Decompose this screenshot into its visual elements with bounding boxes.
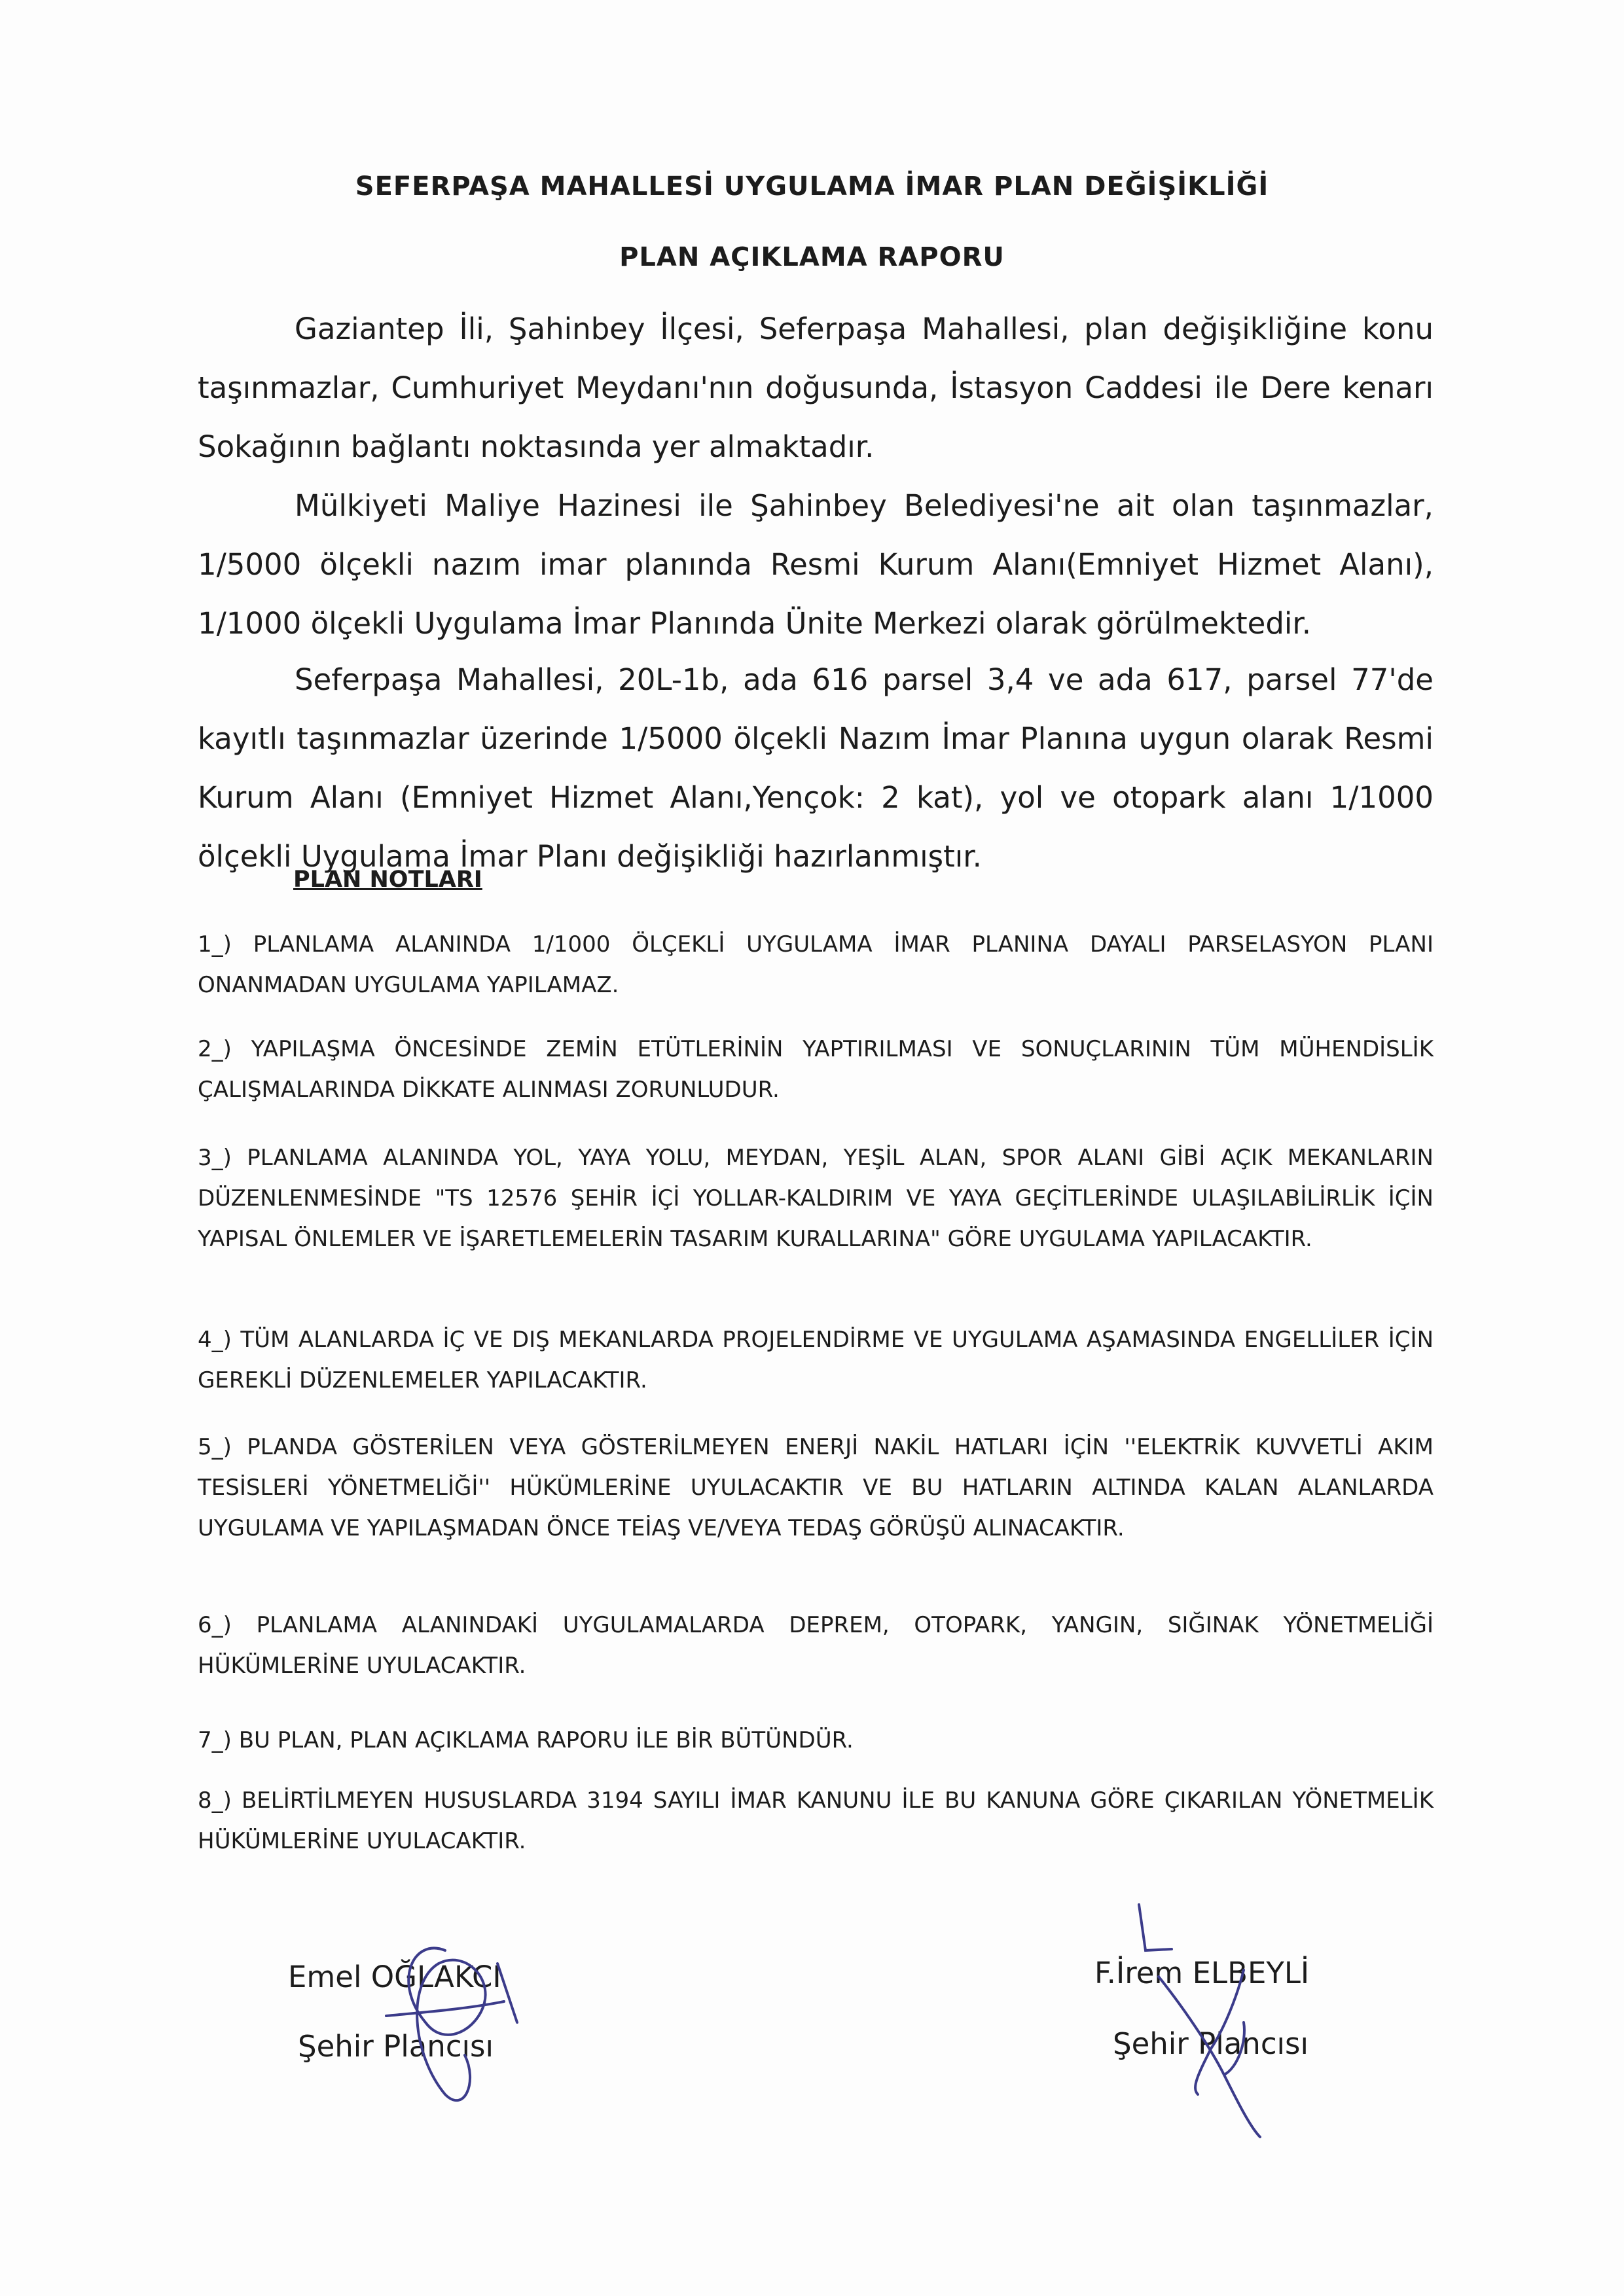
- plan-note-3: 3_) PLANLAMA ALANINDA YOL, YAYA YOLU, MEYDAN, YEŞİL ALAN, SPOR ALANI GİBİ AÇIK MEKANLARIN DÜZENLENMESİNDE "TS 12576 ŞEHİR İÇİ YOLLAR-KALDIRIM VE YAYA GEÇİTLERİNDE ULAŞILABİLİRLİK İÇİN YAPISAL ÖNLEMLER VE İŞARETLEMELERİN TASARIM KURALLARINA" GÖRE UYGULAMA YAPILACAKTIR.: [198, 1145, 1434, 1252]
- signer-name-left: Emel OĞLAKCI: [288, 1960, 501, 1994]
- paragraph-ownership-text: Mülkiyeti Maliye Hazinesi ile Şahinbey Belediyesi'ne ait olan taşınmazlar, 1/5000 ölçekli nazım imar planında Resmi Kurum Alanı(Emniyet Hizmet Alanı), 1/1000 ölçekli Uygulama İmar Planında Ünite Merkezi olarak görülmektedir.: [198, 488, 1434, 641]
- paragraph-ownership: [198, 476, 1434, 653]
- signer-title-left: Şehir Plancısı: [298, 2029, 494, 2064]
- plan-note-7: 7_) BU PLAN, PLAN AÇIKLAMA RAPORU İLE BİR BÜTÜNDÜR.: [198, 1727, 854, 1753]
- document-title: SEFERPAŞA MAHALLESİ UYGULAMA İMAR PLAN DEĞİŞİKLİĞİ: [355, 171, 1269, 202]
- signer-title-right: Şehir Plancısı: [1113, 2026, 1309, 2061]
- paragraph-change-text: Seferpaşa Mahallesi, 20L-1b, ada 616 parsel 3,4 ve ada 617, parsel 77'de kayıtlı taşınmazlar üzerinde 1/5000 ölçekli Nazım İmar Planına uygun olarak Resmi Kurum Alanı (Emniyet Hizmet Alanı,Yençok: 2 kat), yol ve otopark alanı 1/1000 ölçekli Uygulama İmar Planı değişikliği hazırlanmıştır.: [198, 662, 1434, 874]
- paragraph-location-text: Gaziantep İli, Şahinbey İlçesi, Seferpaşa Mahallesi, plan değişikliğine konu taşınmazlar, Cumhuriyet Meydanı'nın doğusunda, İstasyon Caddesi ile Dere kenarı Sokağının bağlantı noktasında yer almaktadır.: [198, 312, 1434, 464]
- document-subtitle: PLAN AÇIKLAMA RAPORU: [619, 242, 1005, 272]
- signature-scribble-right: [1126, 1878, 1296, 2140]
- plan-note-5: 5_) PLANDA GÖSTERİLEN VEYA GÖSTERİLMEYEN ENERJİ NAKİL HATLARI İÇİN ''ELEKTRİK KUVVETLİ AKIM TESİSLERİ YÖNETMELİĞİ'' HÜKÜMLERİNE UYULACAKTIR VE BU HATLARIN ALTINDA KALAN ALANLARDA UYGULAMA VE YAPILAŞMADAN ÖNCE TEİAŞ VE/VEYA TEDAŞ GÖRÜŞÜ ALINACAKTIR.: [198, 1434, 1434, 1541]
- plan-notes-heading: PLAN NOTLARI: [293, 867, 482, 893]
- plan-note-2: 2_) YAPILAŞMA ÖNCESİNDE ZEMİN ETÜTLERİNİN YAPTIRILMASI VE SONUÇLARININ TÜM MÜHENDİSLİK ÇALIŞMALARINDA DİKKATE ALINMASI ZORUNLUDUR.: [198, 1036, 1434, 1103]
- plan-note-8: 8_) BELİRTİLMEYEN HUSUSLARDA 3194 SAYILI İMAR KANUNU İLE BU KANUNA GÖRE ÇIKARILAN YÖNETMELİK HÜKÜMLERİNE UYULACAKTIR.: [198, 1787, 1434, 1854]
- plan-note-6: 6_) PLANLAMA ALANINDAKİ UYGULAMALARDA DEPREM, OTOPARK, YANGIN, SIĞINAK YÖNETMELİĞİ HÜKÜMLERİNE UYULACAKTIR.: [198, 1612, 1434, 1679]
- plan-note-4: 4_) TÜM ALANLARDA İÇ VE DIŞ MEKANLARDA PROJELENDİRME VE UYGULAMA AŞAMASINDA ENGELLİLER İÇİN GEREKLİ DÜZENLEMELER YAPILACAKTIR.: [198, 1327, 1434, 1393]
- paragraph-change: [198, 651, 1434, 886]
- plan-note-1: 1_) PLANLAMA ALANINDA 1/1000 ÖLÇEKLİ UYGULAMA İMAR PLANINA DAYALI PARSELASYON PLANI ONANMADAN UYGULAMA YAPILAMAZ.: [198, 931, 1434, 998]
- signature-scribble-left: [367, 1924, 537, 2121]
- paragraph-location: [198, 300, 1434, 476]
- signer-name-right: F.İrem ELBEYLİ: [1094, 1956, 1310, 1990]
